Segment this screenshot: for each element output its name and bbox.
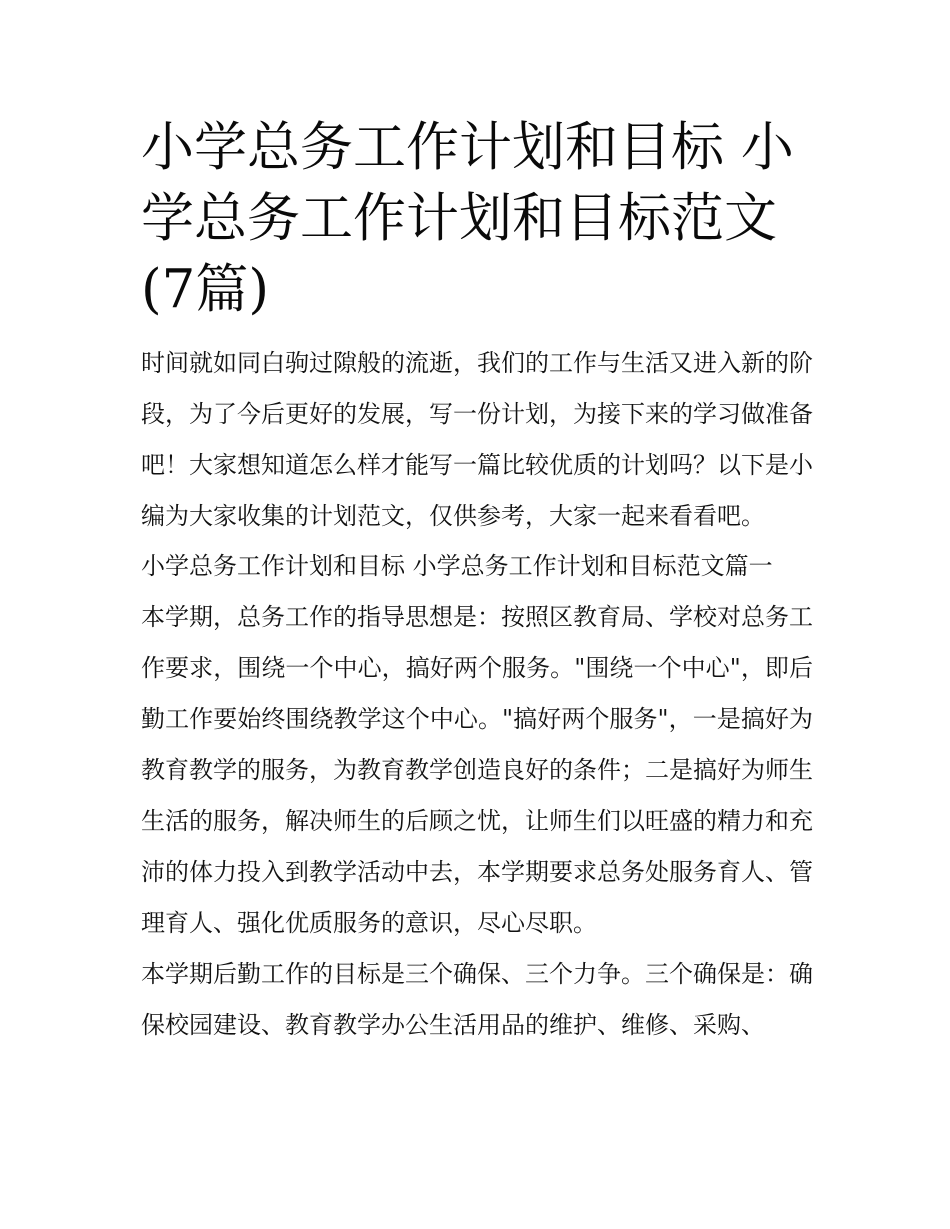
body-paragraph: 本学期，总务工作的指导思想是：按照区教育局、学校对总务工作要求，围绕一个中心，搞好两个服务。"围绕一个中心"，即后勤工作要始终围绕教学这个中心。"搞好两个服务"，一是搞好为教育教学的服务，为教育教学创造良好的条件；二是搞好为师生生活的服务，解决师生的后顾之忧，让师生们以旺盛的精力和充沛的体力投入到教学活动中去，本学期要求总务处服务育人、管理育人、强化优质服务的意识，尽心尽职。 (141, 603, 813, 937)
section-heading: 小学总务工作计划和目标 小学总务工作计划和目标范文篇一 (141, 552, 773, 580)
document-title: 小学总务工作计划和目标 小学总务工作计划和目标范文(7篇) (141, 117, 794, 320)
intro-paragraph: 时间就如同白驹过隙般的流逝，我们的工作与生活又进入新的阶段，为了今后更好的发展，写一份计划，为接下来的学习做准备吧！大家想知道怎么样才能写一篇比较优质的计划吗？以下是小编为大家收集的计划范文，仅供参考，大家一起来看看吧。 (141, 349, 813, 530)
body-paragraph: 本学期后勤工作的目标是三个确保、三个力争。三个确保是：确保校园建设、教育教学办公生活用品的维护、维修、采购、 (141, 960, 813, 1039)
document-page (141, 112, 813, 1051)
